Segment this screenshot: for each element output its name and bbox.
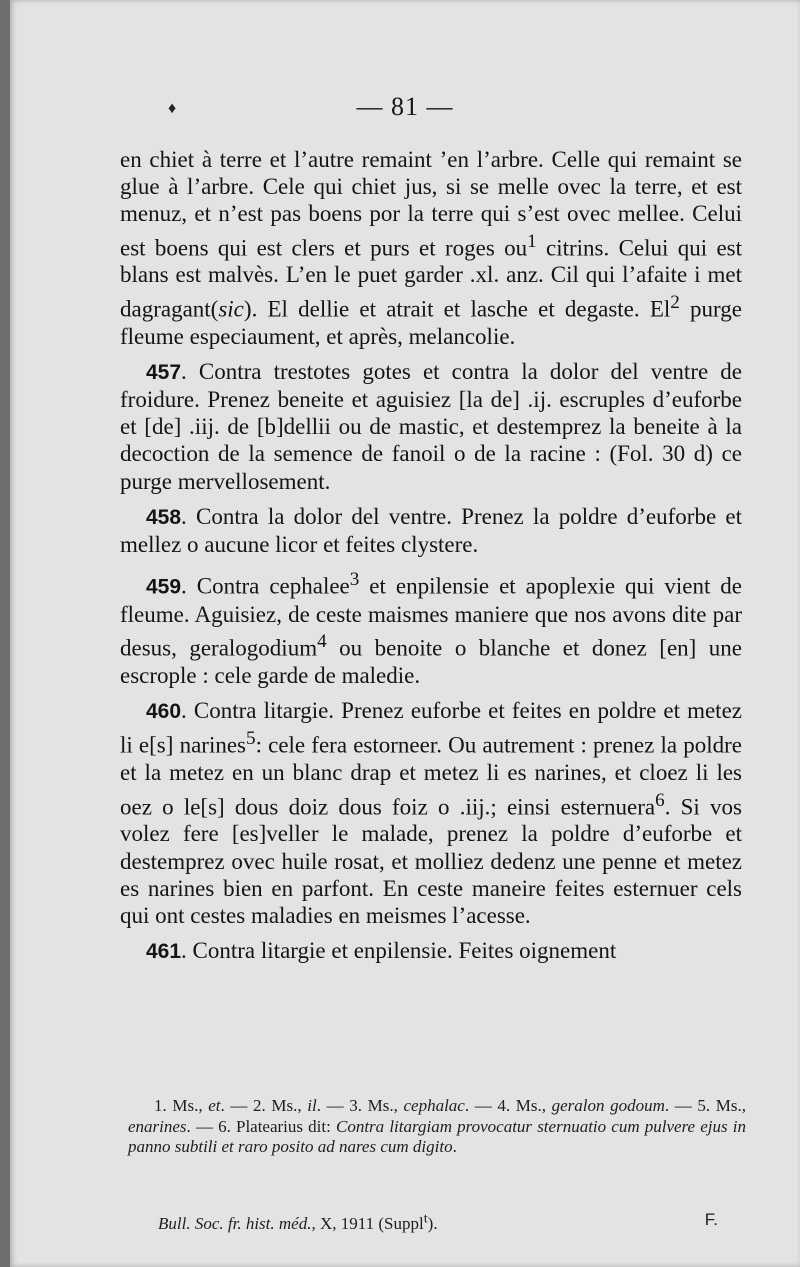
entry-457: 457. Contra trestotes gotes et contra la dolor del ventre de froidure. Prenez beneite et aguisiez [la de] .ij. escruples d’euforbe et [de] .iij. de [b]dellii ou de mastic, et destemprez la beneite à la decoction de la semence de fanoil o de la racine : (Fol. 30 d) ce purge mervellosement. <box>120 358 742 494</box>
footnote-ref: 2 <box>670 291 680 313</box>
entry-number: 457 <box>146 360 182 384</box>
entry-459: 459. Contra cephalee$^3$ et enpilensie et apoplexie qui vient de fleume. Aguisiez, de ceste maismes maniere que nos avons dite par desus, geralogodium$^4$ ou benoite o blanche et donez [en] une escrople : cele garde de maledie. <box>120 569 743 689</box>
page-number: — 81 — <box>356 92 454 121</box>
paragraph-continuation: en chiet à terre et l’autre remaint ’en l’arbre. Celle qui remaint se glue à l’arbre. Cele qui chiet jus, si se melle ovec la terre, et est menuz, et n’est pas boens por la terre qui s’est ovec mellee. Celui est boens qui est clers et purs et roges $ou^1$ citrins. Celui qui est blans est malvès. L’en le puet garder .xl. anz. Cil qui l’afaite i met dagragant(sic). El dellie et atrait et lasche et degaste. El$^2$ purge fleume especiaument, et après, melancolie. <box>120 147 742 349</box>
entry-number: 460 <box>146 700 182 724</box>
body-text <box>120 146 742 965</box>
page <box>10 0 800 1267</box>
footnote-ref: 4 <box>317 631 327 653</box>
citation: Bull. Soc. fr. hist. méd., X, 1911 (Suppl$^t$). <box>158 1210 438 1233</box>
entry-460: 460. Contra litargie. Prenez euforbe et feites en poldre et metez li e[s] narines$^5$: cele fera estorneer. Ou autrement : prenez la poldre et la metez en un blanc drap et metez li es narines, et cloez li les oez o le[s] dous doiz dous foiz o .iij.; einsi esternuera$^6$. Si vos volez fere [es]veller le malade, prenez la poldre d’euforbe et destemprez ovec huile rosat, et molliez dedenz une penne et metez es narines bien en parfont. En ceste maneire feites esternuer cels qui ont cestes maladies en meismes l’acesse. <box>120 698 742 929</box>
signature-mark: F. <box>704 1210 718 1229</box>
footnote-ref: 1 <box>527 230 537 252</box>
footnote-ref: 6 <box>655 789 665 811</box>
page-footer <box>158 1210 718 1234</box>
entry-458: 458. Contra la dolor del ventre. Prenez la poldre d’euforbe et mellez o aucune licor et feites clystere. <box>120 503 742 557</box>
footnote-block: 1. Ms., et. — 2. Ms., il. — 3. Ms., cephalac. — 4. Ms., geralon godoum. — 5. Ms., enarines. — 6. Platearius dit: Contra litargiam provocatur sternuatio cum pulvere ejus in panno subtili et raro posito ad nares cum digito. <box>128 1096 747 1156</box>
footnote-ref: 3 <box>349 569 360 591</box>
entry-number: 461 <box>146 940 182 964</box>
bullet-mark: ♦ <box>168 100 177 117</box>
entry-number: 459 <box>146 575 182 599</box>
entry-461: 461. Contra litargie et enpilensie. Feites oignement <box>146 938 617 964</box>
footnotes <box>128 1096 746 1158</box>
entry-number: 458 <box>146 505 182 529</box>
footnote-ref: 5 <box>246 728 256 750</box>
